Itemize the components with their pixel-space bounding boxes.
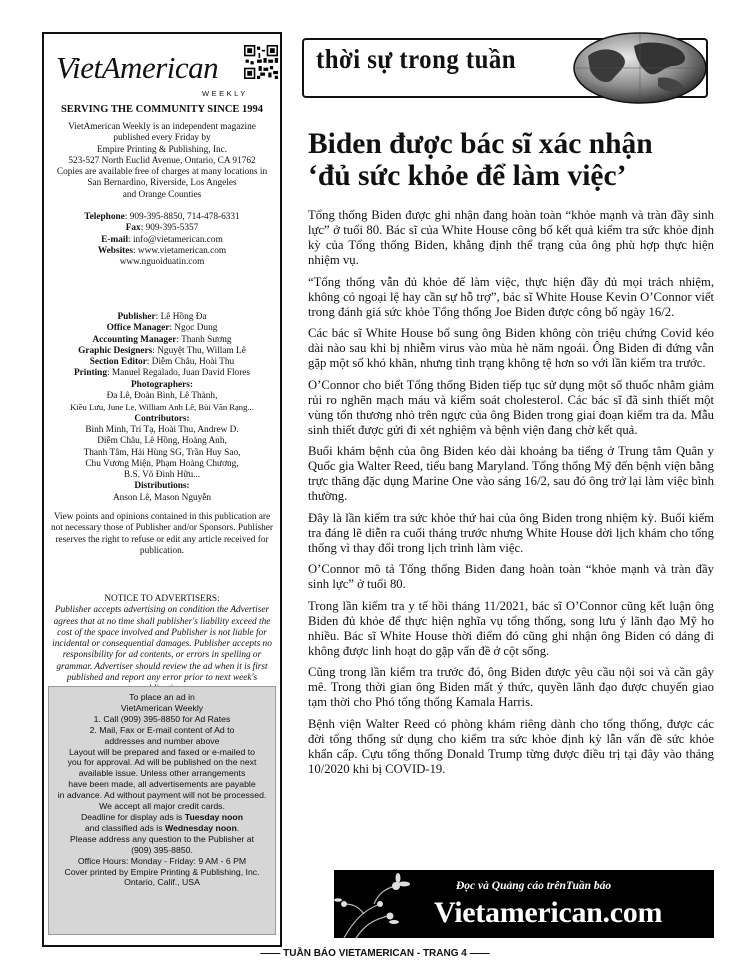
article-paragraph: Buổi khám bệnh của ông Biden kéo dài khoảng ba tiếng ở Trung tâm Quân y Quốc gia Walter Reed, tiểu bang Maryland. Tổng thống Mỹ đến bệnh viện bằng trực thăng đặc dụng Marine One vào sáng 16/2, sau đó ông trở lại làm việc bình thường. <box>308 444 714 503</box>
article-paragraph: Bệnh viện Walter Reed có phòng khám riêng dành cho tổng thống, được các đời tổng thống sử dụng cho kiểm tra sức khỏe định kỳ lẫn vấn đề sức khỏe khẩn cấp. Cựu tổng thống Donald Trump từng được điều trị tại đây vào tháng 10/2020 khi bị COVID-19. <box>308 716 714 776</box>
adbox-line: VietAmerican Weekly <box>120 702 204 713</box>
logo-area <box>44 42 280 122</box>
place-ad-box <box>48 686 276 935</box>
article-paragraph: “Tổng thống vẫn đủ khỏe để làm việc, thực hiện đầy đủ mọi trách nhiệm, không có ngoại lệ hay cần sự hỗ trợ”, bác sĩ White House Kevin O’Connor viết trong đánh giá sức khỏe Tổng thống Joe Biden được công bố ngày 16/2. <box>308 274 714 319</box>
contact-value: : info@vietamerican.com <box>128 234 223 245</box>
article-paragraph: Tổng thống Biden được ghi nhận đang hoàn toàn “khỏe mạnh và tràn đầy sinh lực” ở tuổi 80. Bác sĩ của White House công bố kết quả kiểm tra sức khỏe định kỳ của Tổng thống Biden, khẳng định thể trạng của ông phù hợp thực hiện nhiệm vụ. <box>308 208 714 267</box>
staff-value: : Ngọc Dung <box>169 323 218 334</box>
staff-label: Section Editor <box>89 357 147 368</box>
article-paragraph: Đây là lần kiểm tra sức khỏe thứ hai của ông Biden trong nhiệm kỳ. Buổi kiểm tra đáng lẽ diễn ra cuối tháng trước nhưng White House dời lịch khám cho tổng thống vì thay đổi trong lịch trình làm việc. <box>308 510 714 555</box>
contact-value: : 909-395-5357 <box>140 223 199 234</box>
adbox-line: (909) 395-8850. <box>131 844 193 855</box>
deadline-text: and classified ads is <box>84 822 165 833</box>
staff-value: : Manuel Regalado, Juan David Flores <box>107 368 251 379</box>
contact-info <box>48 212 276 268</box>
intro-line: Empire Printing & Publishing, Inc. <box>96 144 228 155</box>
intro-line: 523-527 North Euclid Avenue, Ontario, CA 91762 <box>68 155 256 166</box>
qr-code-icon <box>244 45 278 79</box>
footer-text: TUẦN BÁO VIETAMERICAN - TRANG 4 <box>283 948 467 959</box>
contact-telephone <box>48 212 276 223</box>
photographers-line: Kiều Lưu, June Le, William Anh Lê, Bùi Văn Rạng... <box>70 402 254 413</box>
adbox-line: 1. Call (909) 395-8850 for Ad Rates <box>93 713 231 724</box>
notice-text: Publisher accepts advertising on condition the Advertiser agrees that at no time shall publisher's liability exceed the cost of the space involved and Publisher is not liable for incidental or consequential damages. Publisher accepts no responsibility for ad contents, or errors in spelling or grammar. Advertiser should review the ad when it is first published and report any error prior to next week's <box>52 605 272 684</box>
staff-office-manager <box>48 323 276 334</box>
adbox-line: addresses and number above <box>104 735 220 746</box>
staff-value: : Nguyệt Thu, Willam Lê <box>152 345 246 356</box>
adbox-deadline-classified <box>49 823 275 834</box>
deadline-day: Tuesday noon <box>184 811 244 822</box>
intro-line: and Orange Counties <box>122 189 202 200</box>
contact-label: E-mail <box>101 234 129 245</box>
contact-label: Telephone <box>84 212 125 222</box>
staff-label: Printing <box>73 368 107 379</box>
contributors-line: B.S. Võ Đình Hữu... <box>123 470 201 481</box>
globe-icon <box>572 32 708 104</box>
publication-logo-sub: WEEKLY <box>202 89 248 98</box>
contributors-label <box>48 414 276 425</box>
article-paragraph: Cũng trong lần kiểm tra trước đó, ông Biden được yêu cầu nội soi và cần gây mê. Trong thời gian ông Biden mất ý thức, quyền lãnh đạo được chuyển giao tạm thời cho Phó tổng thống Kamala Harris. <box>308 665 714 709</box>
contact-label: Websites <box>97 245 133 256</box>
photographers-line: Đa Lê, Đoàn Bình, Lê Thành, <box>106 391 218 402</box>
distributions-line: Anson Lê, Mason Nguyễn <box>112 492 212 503</box>
staff-graphic <box>48 346 276 357</box>
advertiser-notice <box>48 594 276 696</box>
headline-line: Biden được bác sĩ xác nhận <box>308 128 653 160</box>
adbox-deadline-display <box>49 812 275 823</box>
intro-line: San Bernardino, Riverside, Los Angeles <box>87 178 237 189</box>
staff-printing <box>48 368 276 379</box>
article-paragraph: O’Connor mô tả Tổng thống Biden đang hoàn toàn “khỏe mạnh và tràn đầy sinh lực” ở tuổi 80. <box>308 562 714 591</box>
publication-intro <box>48 122 276 201</box>
staff-publisher <box>48 312 276 323</box>
masthead-box <box>42 32 282 947</box>
staff-accounting <box>48 335 276 346</box>
staff-label: Graphic Designers <box>78 345 153 356</box>
contributors-line: Bình Minh, Trí Tạ, Hoài Thu, Andrew D. <box>85 424 239 435</box>
intro-line: VietAmerican Weekly is an independent magazine <box>68 122 256 132</box>
contact-value: : 909-395-8850, 714-478-6331 <box>124 212 240 222</box>
article-paragraph: Các bác sĩ White House bổ sung ông Biden không còn triệu chứng Covid kéo dài nào sau khi bị nhiễm virus vào mùa hè năm ngoái. Ông Biden đi đứng vẫn gặp một số khó khăn, nhưng tình trạng không tệ hơn so với lần kiểm tra trước. <box>308 326 714 370</box>
staff-list <box>48 312 276 504</box>
adbox-line: Office Hours: Monday - Friday: 9 AM - 6 PM <box>77 855 247 866</box>
section-title: thời sự trong tuần <box>316 44 517 74</box>
flower-ornament-icon <box>334 870 434 938</box>
section-label: Contributors: <box>134 413 190 424</box>
staff-label: Accounting Manager <box>92 334 177 345</box>
adbox-line: Layout will be prepared and faxed or e-mailed to <box>69 746 255 757</box>
intro-line: Copies are available free of charges at many locations in <box>56 167 268 178</box>
footer-rule: —— <box>260 948 284 959</box>
staff-value: : Thanh Sương <box>176 334 232 345</box>
adbox-line: Cover printed by Empire Printing & Publishing, Inc. <box>64 866 260 877</box>
contact-value: : www.vietamerican.com <box>133 245 227 256</box>
adbox-line: have been made, all advertisements are payable <box>68 779 256 790</box>
notice-title: NOTICE TO ADVERTISERS: <box>104 594 220 604</box>
adbox-line: To place an ad in <box>129 692 195 702</box>
article-paragraph: O’Connor cho biết Tổng thống Biden tiếp tục sử dụng một số thuốc nhằm giảm rủi ro nghẽn mạch máu và kiểm soát cholesterol. Các bác sĩ đã sinh thiết một vùng tổn thương nhỏ trên ngực của ông Biden trong giai đoạn kiểm tra da. Mẫu sinh thiết được gửi đi xét nghiệm và bệnh viện đang chờ kết quả. <box>308 377 714 437</box>
adbox-line: available issue. Unless other arrangements <box>78 768 246 779</box>
contributors-line: Chu Vương Miện, Phạm Hoàng Chương, <box>85 458 239 469</box>
contact-label: Fax <box>125 223 141 234</box>
adbox-line: We accept all major credit cards. <box>99 801 225 812</box>
article-body <box>308 208 714 783</box>
staff-label: Publisher <box>117 312 156 322</box>
intro-line: published every Friday by <box>113 133 211 144</box>
adbox-line: you for approval. Ad will be published on the next <box>67 757 257 768</box>
web-ad-url[interactable]: Vietamerican.com <box>434 896 663 929</box>
article-paragraph: Trong lần kiểm tra y tế hồi tháng 11/2021, bác sĩ O’Connor cũng kết luận ông Biden đủ khỏe để thực hiện nghĩa vụ tổng thống, song lưu ý lãnh đạo Mỹ ho nhiều. Bác sĩ White House thời điểm đó cũng ghi nhận ông Biden có dáng đi không được linh hoạt do gặp vấn đề ở cột sống. <box>308 598 714 658</box>
contact-email <box>48 235 276 246</box>
deadline-text: . <box>236 822 240 833</box>
contact-value: www.nguoiduatin.com <box>119 257 205 268</box>
deadline-day: Wednesday noon <box>164 822 237 833</box>
deadline-text: Deadline for display ads is <box>80 811 185 822</box>
distributions-label <box>48 481 276 492</box>
section-label: Distributions: <box>134 481 190 492</box>
staff-value: : Lê Hồng Đa <box>155 312 207 322</box>
contributors-line: Diễm Châu, Lê Hồng, Hoàng Anh, <box>97 436 227 447</box>
website-ad-banner[interactable] <box>334 870 714 938</box>
adbox-line: Please address any question to the Publisher at <box>69 833 254 844</box>
adbox-line: Ontario, Calif., USA <box>124 877 200 888</box>
adbox-line: 2. Mail, Fax or E-mail content of Ad to <box>89 724 235 735</box>
contact-websites <box>48 246 276 257</box>
contributors-line: Thanh Tâm, Hải Hùng SG, Trần Huy Sao, <box>83 447 241 458</box>
contact-fax <box>48 223 276 234</box>
article-headline <box>308 128 718 192</box>
page-footer <box>0 948 750 959</box>
publication-logo: VietAmerican <box>56 50 219 85</box>
section-banner <box>302 32 708 104</box>
headline-line: ‘đủ sức khỏe để làm việc’ <box>308 160 627 192</box>
photographers-label <box>48 380 276 391</box>
adbox-line: in advance. Ad without payment will not be processed. <box>57 790 267 801</box>
tagline: SERVING THE COMMUNITY SINCE 1994 <box>60 104 264 115</box>
contact-website-2 <box>48 257 276 268</box>
web-ad-tagline: Đọc và Quảng cáo trênTuần báo <box>456 880 612 892</box>
views-disclaimer: View points and opinions contained in this publication are not necessary those of Publisher and/or Sponsors. Publisher reserves the right to refuse or edit any article received for publication. <box>50 512 274 556</box>
staff-value: : Diễm Châu, Hoài Thu <box>146 357 235 368</box>
section-label: Photographers: <box>131 379 193 390</box>
staff-label: Office Manager <box>106 323 170 334</box>
staff-section-editor <box>48 357 276 368</box>
footer-rule: —— <box>466 948 490 959</box>
